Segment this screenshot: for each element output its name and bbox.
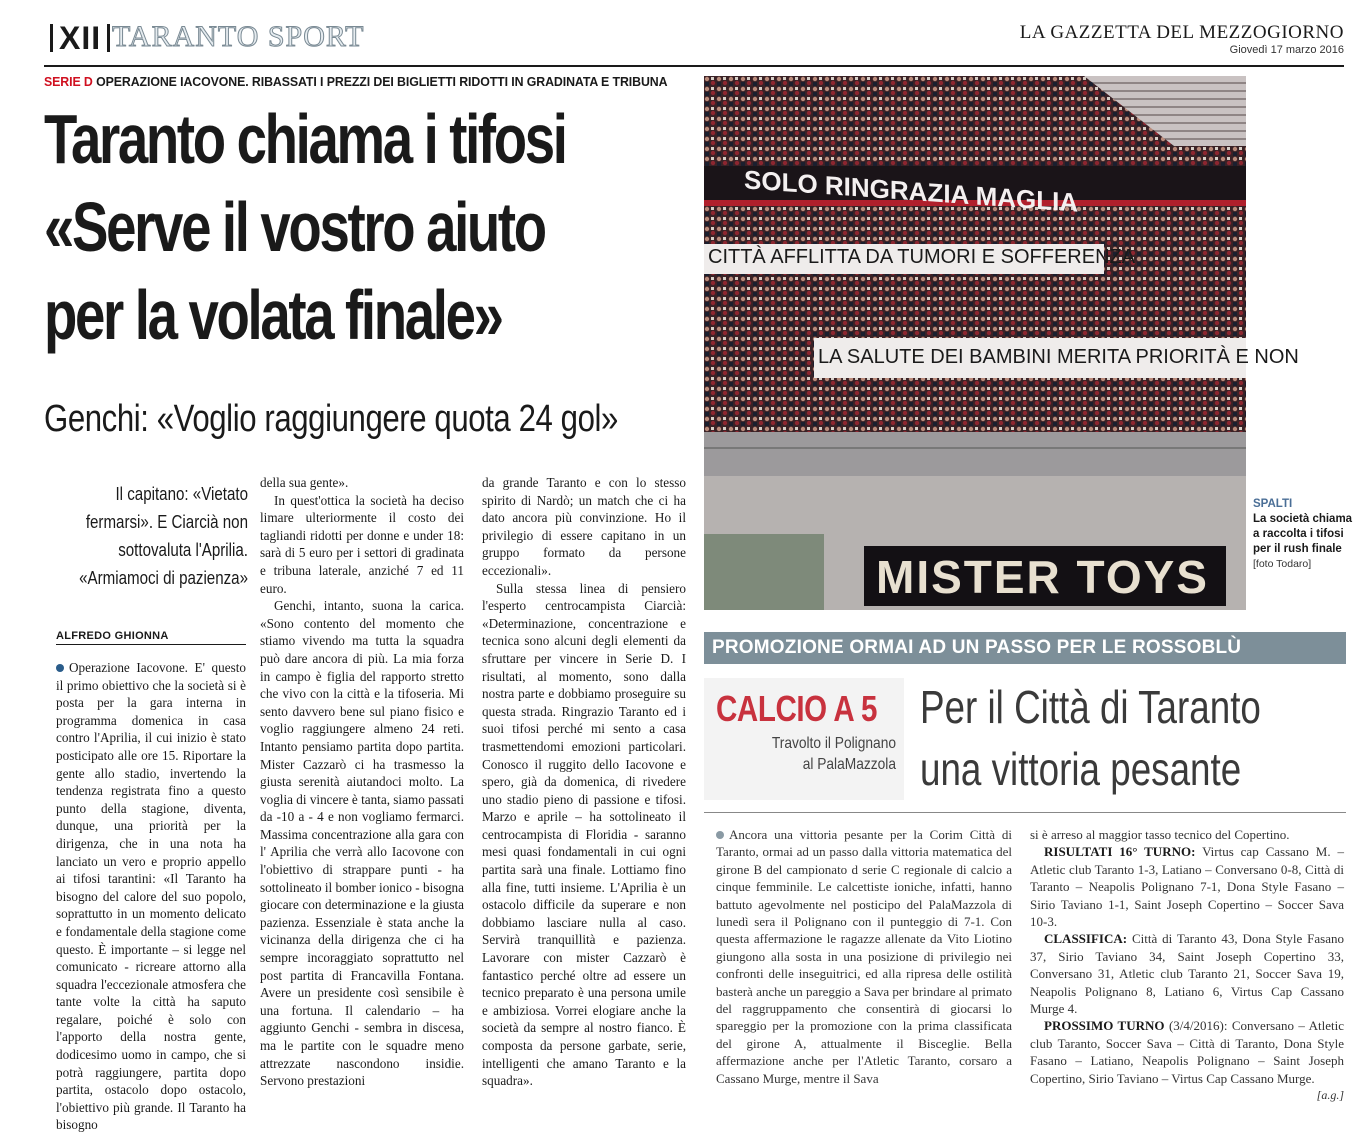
paragraph: Genchi, intanto, suona la carica. «Sono contento del momento che stiamo vivendo ma tutta la squadra può dare ancora di più. La mia forza in campo è figlia del rapporto stretto che vivo con la città e la tifoseria. Mi sento davvero bene sul piano fisico e voglio raggiungere almeno 24 reti. Intanto pensiamo partita dopo partita. Mister Cazzarò ci ha trasmesso la giusta serenità aiutandoci molto. La voglia di vincere è tanta, siamo passati da -10 a - 4 e non vogliamo fermarci. Massima concentrazione alla gara con l' Aprilia che verrà allo Iacovone con l'obiettivo di strappare punti - ha sottolineato il bomber ionico - bisogna giocare con determinazione e la giusta pazienza. Essenziale è stata anche la vicinanza della dirigenza che ci ha sempre incoraggiato soprattutto nel post partita di Francavilla Fontana. Avere un presidente così sensibile è una fortuna. Il calendario – ha aggiunto Genchi - sembra in discesa, ma le partite con le squadre meno attrezzate nascondono insidie. Servono prestazioni — [260, 598, 465, 1089]
article-column-1 — [56, 659, 246, 1134]
section-banner: PROMOZIONE ORMAI AD UN PASSO PER LE ROSSOBLÙ — [704, 632, 1346, 664]
paragraph: Sulla stessa linea di pensiero l'esperto centrocampista Ciarcià: «Determinazione, concentrazione e tecnica sono alcuni degli elementi da sfruttare per vincere in Serie D. I risultati, al momento, sono dalla nostra parte e dobbiamo proseguire su questa strada. Ringrazio Taranto ed i suoi tifosi perché mi sento a casa trasmettendomi emozioni particolari. Conosco il ruggito dello Iacovone e spero, già da domenica, di rivedere uno stadio pieno di passione e tifosi. Marzo e aprile – ha sottolineato il centrocampista di Floridia - saranno mesi quasi fondamentali in cui ogni partita sarà una finale. Lottiamo fino alla fine, tutti insieme. L'Aprilia è un ostacolo difficile da superare e non dobbiamo lasciare nulla al caso. Servirà tranquillità e pazienza. Lavorare con mister Cazzarò è fantastico perché oltre ad essere un tecnico preparato è una persona umile e ambiziosa. Vorrei elogiare anche la società da sempre al nostro fianco. È composta da persone garbate, serie, intelligenti che amano Taranto e la squadra». — [482, 580, 686, 1089]
subheadline: Genchi: «Voglio raggiungere quota 24 gol» — [44, 398, 618, 440]
article-column-2 — [260, 474, 464, 1090]
section-title: TARANTO SPORT — [112, 20, 365, 53]
headline-line: Taranto chiama i tifosi — [44, 100, 566, 178]
kicker-label: SERIE D — [44, 74, 93, 89]
kicker-text: OPERAZIONE IACOVONE. RIBASSATI I PREZZI DEI BIGLIETTI RIDOTTI IN GRADINATA E TRIBUNA — [96, 74, 668, 89]
sublabel-line: Travolto il Polignano — [771, 735, 896, 752]
next-round-text: Conversano – Atletic club Taranto, Soccer Sava – Città di Taranto, Dona Style Fasano – Latiano, Neapolis Polignano – Saint Joseph Copertino, Sirio Taviano – Virtus Cap Cassano Murge. — [1030, 1018, 1345, 1086]
standings-text: Città di Taranto 43, Dona Style Fasano 37, Sirio Taviano 34, Saint Joseph Copertino 33, Conversano 31, Atletic club Taranto 21, Soccer Sava 19, Neapolis Polignano 8, Latiano 6, Virtus Cap Cassano Murge 4. — [1030, 931, 1344, 1017]
article-title — [920, 676, 1346, 800]
photo-credit: [foto Todaro] — [1253, 558, 1312, 570]
photo-caption — [1253, 497, 1353, 572]
page-number-text: XII — [59, 20, 102, 56]
headline-line: per la volata finale» — [44, 276, 502, 354]
pull-quote-line: «Armiamoci di pazienza» — [79, 568, 248, 588]
newspaper-name: LA GAZZETTA DEL MEZZOGIORNO — [1019, 22, 1344, 43]
pull-quote-line: fermarsi». E Ciarcià non — [85, 512, 248, 532]
kicker — [44, 74, 667, 89]
sublabel-line: al PalaMazzola — [802, 756, 896, 773]
caption-text: La società chiama a raccolta i tifosi per il rush finale — [1253, 513, 1353, 555]
issue-date: Giovedì 17 marzo 2016 — [1229, 44, 1344, 56]
paragraph: della sua gente». — [260, 475, 349, 490]
article-column — [716, 826, 1012, 1087]
next-round-date: (3/4/2016): — [1168, 1018, 1228, 1034]
bullet-icon — [716, 831, 724, 839]
title-line: Per il Città di Taranto — [920, 681, 1261, 733]
headline-line: «Serve il vostro aiuto — [44, 188, 545, 266]
byline-rule — [56, 644, 246, 645]
sponsor-board: MISTER TOYS — [876, 551, 1209, 603]
photo-banner: CITTÀ AFFLITTA DA TUMORI E SOFFERENZA — [708, 246, 1136, 268]
photo-banner: SOLO RINGRAZIA MAGLIA — [744, 164, 1079, 218]
paragraph: In quest'ottica la società ha deciso limare ulteriormente il costo dei tagliandi ridotti per donne e under 18: sarà di 5 euro per i settori di gradinata e tribuna laterale, anziché 7 ed 11 euro. — [260, 492, 464, 596]
divider — [704, 812, 1346, 813]
bullet-icon — [56, 664, 64, 672]
photo-banner: LA SALUTE DEI BAMBINI MERITA PRIORITÀ E NON — [818, 346, 1299, 368]
byline: ALFREDO GHIONNA — [56, 630, 169, 642]
results-column — [1030, 826, 1344, 1105]
body-text: Operazione Iacovone. E' questo il primo obiettivo che la società si è posta per la gara interna in programma domenica in casa contro l'Aprilia, il cui inizio è stato posticipato alle ore 15. Riportare la gente allo stadio, invertendo la tendenza registrata fino a questo punto della stagione, diventa, dunque, una priorità per la dirigenza, che in una nota ha lanciato un vero e proprio appello ai tifosi tarantini: «Il Taranto ha bisogno del calore del suo popolo, soprattutto in un momento delicato e fondamentale della stagione come questo. È importante – si legge nel comunicato - ricreare attorno alla squadra l'eccezionale atmosfera che tante volte la città ha saputo regalare, poiché è solo con l'apporto della nostra gente, dodicesimo uomo in campo, che si potrà raggiungere, partita dopo partita, ostacolo dopo ostacolo, l'obiettivo più grande. Il Taranto ha bisogno — [56, 660, 246, 1133]
next-round-label: PROSSIMO TURNO — [1044, 1018, 1165, 1034]
pull-quote — [44, 480, 248, 592]
pull-quote-line: Il capitano: «Vietato — [115, 484, 248, 504]
pull-quote-line: sottovaluta l'Aprilia. — [118, 540, 248, 560]
caption-label: SPALTI — [1253, 498, 1293, 510]
results-label: RISULTATI 16° TURNO: — [1044, 844, 1196, 860]
author-signature: [a.g.] — [1316, 1088, 1344, 1103]
sport-sublabel — [712, 733, 896, 775]
paragraph: da grande Taranto e con lo stesso spirito di Nardò; un match che ci ha dato ancora più convinzione. Ho il privilegio di essere capitano in un gruppo formato da persone eccezionali». — [482, 475, 686, 578]
results-text: Virtus cap Cassano M. – Atletic club Taranto 1-3, Latiano – Conversano 0-8, Città di Taranto – Neapolis Polignano 7-1, Dona Style Fasano – Sirio Taviano 1-1, Saint Joseph Copertino – Soccer Sava 10-3. — [1030, 844, 1344, 930]
header-rule — [44, 65, 1344, 67]
standings-label: CLASSIFICA: — [1044, 931, 1128, 947]
body-text: Ancora una vittoria pesante per la Corim Città di Taranto, ormai ad un passo dalla vittoria matematica del girone B del campionato d serie C regionale di calcio a cinque femminile. Le calcettiste ioniche, infatti, hanno battuto agevolmente nel posticipo del PalaMazzola di lunedì sera il Polignano con il punteggio di 7-1. Con questa affermazione le ragazze allenate da Vito Liotino giungono alla sosta in una posizione di privilegio nei confronti delle inseguitrici, ed alla ripresa delle ostilità basterà anche un pareggio a Sava per brindare al primato del raggruppamento che consentirà di giocarsi lo spareggio per la promozione con la prima classificata del girone A, attualmente il Bisceglie. Bella affermazione anche per l'Atletic Taranto, corsaro a Cassano Murge, mentre il Sava — [716, 827, 1012, 1086]
divider — [50, 24, 53, 52]
title-line: una vittoria pesante — [920, 743, 1242, 795]
sport-label: CALCIO A 5 — [716, 688, 878, 729]
divider — [107, 24, 110, 52]
crowd-illustration — [704, 76, 1246, 610]
headline — [44, 95, 744, 359]
body-text: si è arreso al maggior tasso tecnico del Copertino. — [1030, 827, 1290, 842]
article-column-3 — [482, 474, 686, 1090]
page-number — [44, 20, 116, 57]
